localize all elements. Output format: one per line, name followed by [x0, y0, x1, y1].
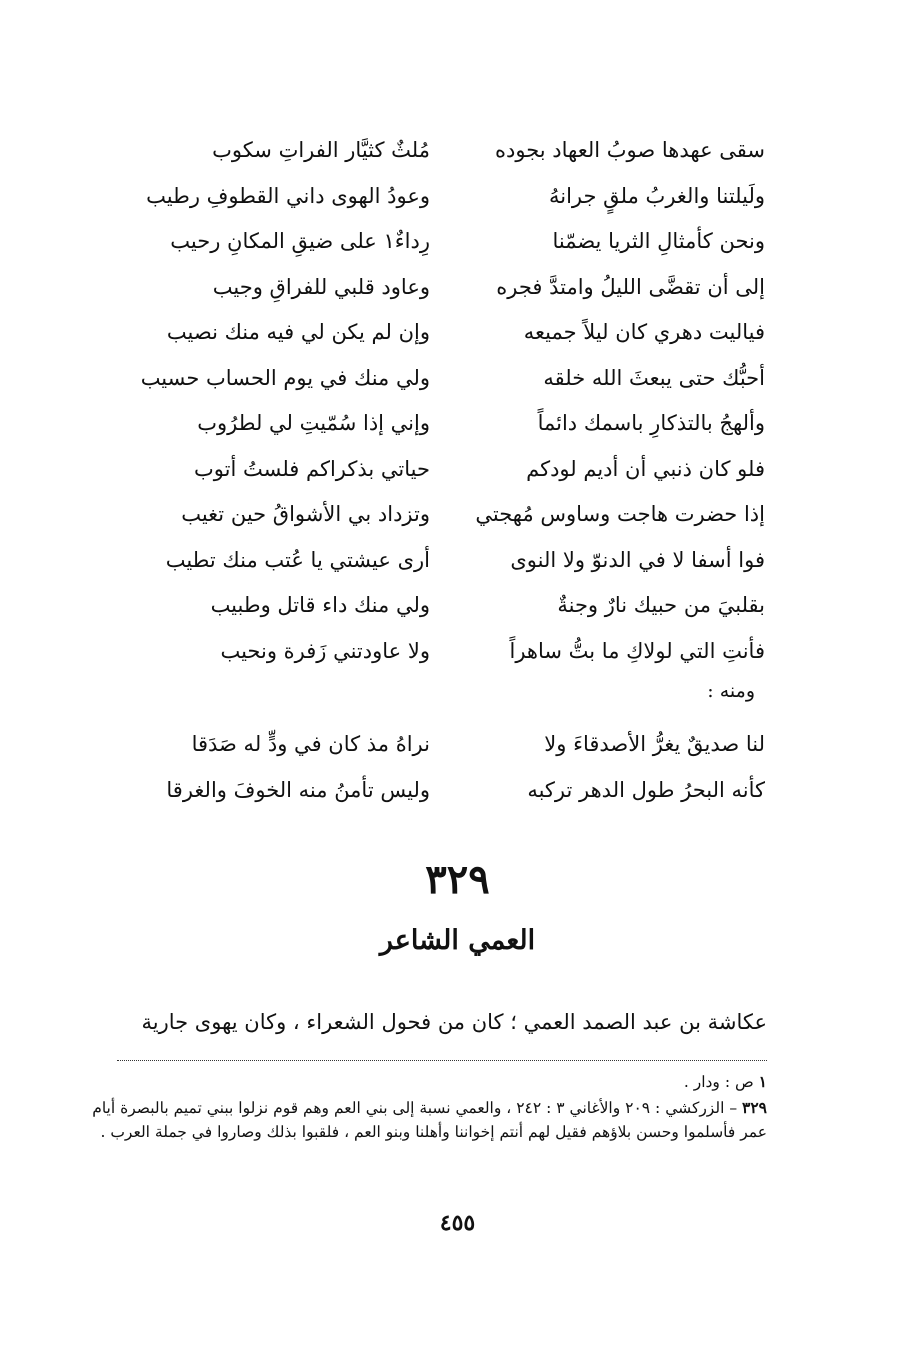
second-poem-verses [145, 722, 765, 813]
entry-number: ٣٢٩ [425, 856, 490, 903]
verse-second-hemistich: وعاود قلبي للفراقِ وجيب [212, 274, 430, 299]
verse-first-hemistich: ونحن كأمثالِ الثريا يضمّنا [552, 229, 765, 254]
footnote-divider [117, 1060, 767, 1061]
verse-line [145, 768, 765, 814]
verse-line [145, 401, 765, 447]
verse-second-hemistich: ولي منك داء قاتل وطبيب [210, 593, 430, 618]
verse-line [145, 583, 765, 629]
verse-first-hemistich: سقى عهدها صوبُ العهاد بجوده [495, 138, 765, 163]
verse-first-hemistich: لنا صديقٌ يغرُّ الأصدقاءَ ولا [544, 732, 765, 757]
verse-second-hemistich: ولا عاودتني زَفرة ونحيب [220, 638, 430, 663]
verse-second-hemistich: أرى عيشتي يا عُتب منك تطيب [165, 547, 430, 572]
entry-title: العمي الشاعر [379, 925, 536, 956]
footnote [87, 1096, 767, 1144]
verse-first-hemistich: فياليت دهري كان ليلاً جميعه [523, 320, 765, 345]
verse-line [140, 356, 765, 402]
verse-line [145, 447, 765, 493]
verse-second-hemistich: رِداءٌ١ على ضيقِ المكانِ رحيب [170, 229, 430, 254]
verse-line [145, 265, 765, 311]
footnotes [87, 1070, 767, 1146]
footnote-text: – الزركشي : ٢٠٩ والأغاني ٣ : ٢٤٢ ، والعمي نسبة إلى بني العم وهم قوم نزلوا ببني تميم بالبصرة أيام عمر فأسلموا وحسن بلاؤهم فقيل لهم أنتم إخواننا وأهلنا وبنو العم ، فلقبوا بذلك وصاروا في جملة العرب . [92, 1099, 767, 1142]
verse-line [145, 128, 765, 174]
verse-second-hemistich: مُلثٌ كثيَّار الفراتِ سكوب [212, 138, 430, 163]
verse-line [145, 310, 765, 356]
page-number: ٤٥٥ [439, 1210, 476, 1236]
verse-second-hemistich: وعودُ الهوى داني القطوفِ رطيب [146, 183, 430, 208]
verse-first-hemistich: وألهجُ بالتذكارِ باسمك دائماً [537, 411, 765, 436]
verse-second-hemistich: وإني إذا سُمّيتِ لي لطرُوب [197, 411, 430, 436]
verse-first-hemistich: كأنه البحرُ طول الدهر تركبه [527, 777, 765, 802]
verse-line [145, 538, 765, 584]
footnote-number: ٣٢٩ [742, 1098, 767, 1118]
footnote-text: ص : ودار . [683, 1073, 754, 1091]
verse-second-hemistich: وليس تأمنُ منه الخوفَ والغرقا [166, 777, 430, 802]
verse-second-hemistich: ولي منك في يوم الحساب حسيب [140, 365, 430, 390]
verse-second-hemistich: وتزداد بي الأشواقُ حين تغيب [181, 502, 430, 527]
footnote-number: ١ [758, 1072, 767, 1091]
verse-line [145, 174, 765, 220]
verse-line [145, 492, 765, 538]
verse-first-hemistich: فأنتِ التي لولاكِ ما بتُّ ساهراً [509, 638, 765, 663]
verse-first-hemistich: بقلبيَ من حبيك نارٌ وجنةٌ [557, 593, 765, 618]
verse-second-hemistich: وإن لم يكن لي فيه منك نصيب [166, 320, 430, 345]
verse-first-hemistich: ولَيلتنا والغربُ ملقٍ جرانهُ [548, 183, 765, 208]
verse-first-hemistich: إلى أن تقضَّى الليلُ وامتدَّ فجره [496, 274, 765, 299]
footnote [87, 1070, 767, 1094]
verse-first-hemistich: أحبُّك حتى يبعثَ الله خلقه [543, 365, 765, 390]
verse-second-hemistich: حياتي بذكراكم فلستُ أتوب [194, 456, 430, 481]
verse-line [145, 219, 765, 265]
entry-body-text: عكاشة بن عبد الصمد العمي ؛ كان من فحول الشعراء ، وكان يهوى جارية [141, 1010, 767, 1034]
verse-first-hemistich: فوا أسفا لا في الدنوّ ولا النوى [510, 547, 765, 572]
verse-first-hemistich: فلو كان ذنبي أن أديم لودكم [526, 456, 765, 481]
poem-verses [140, 128, 765, 674]
verse-second-hemistich: نراهُ مذ كان في ودٍّ له صَدَقا [191, 732, 430, 757]
verse-line [145, 629, 765, 675]
verse-line [145, 722, 765, 768]
poem-intro: ومنه : [707, 680, 755, 702]
verse-first-hemistich: إذا حضرت هاجت وساوس مُهجتي [475, 502, 765, 527]
